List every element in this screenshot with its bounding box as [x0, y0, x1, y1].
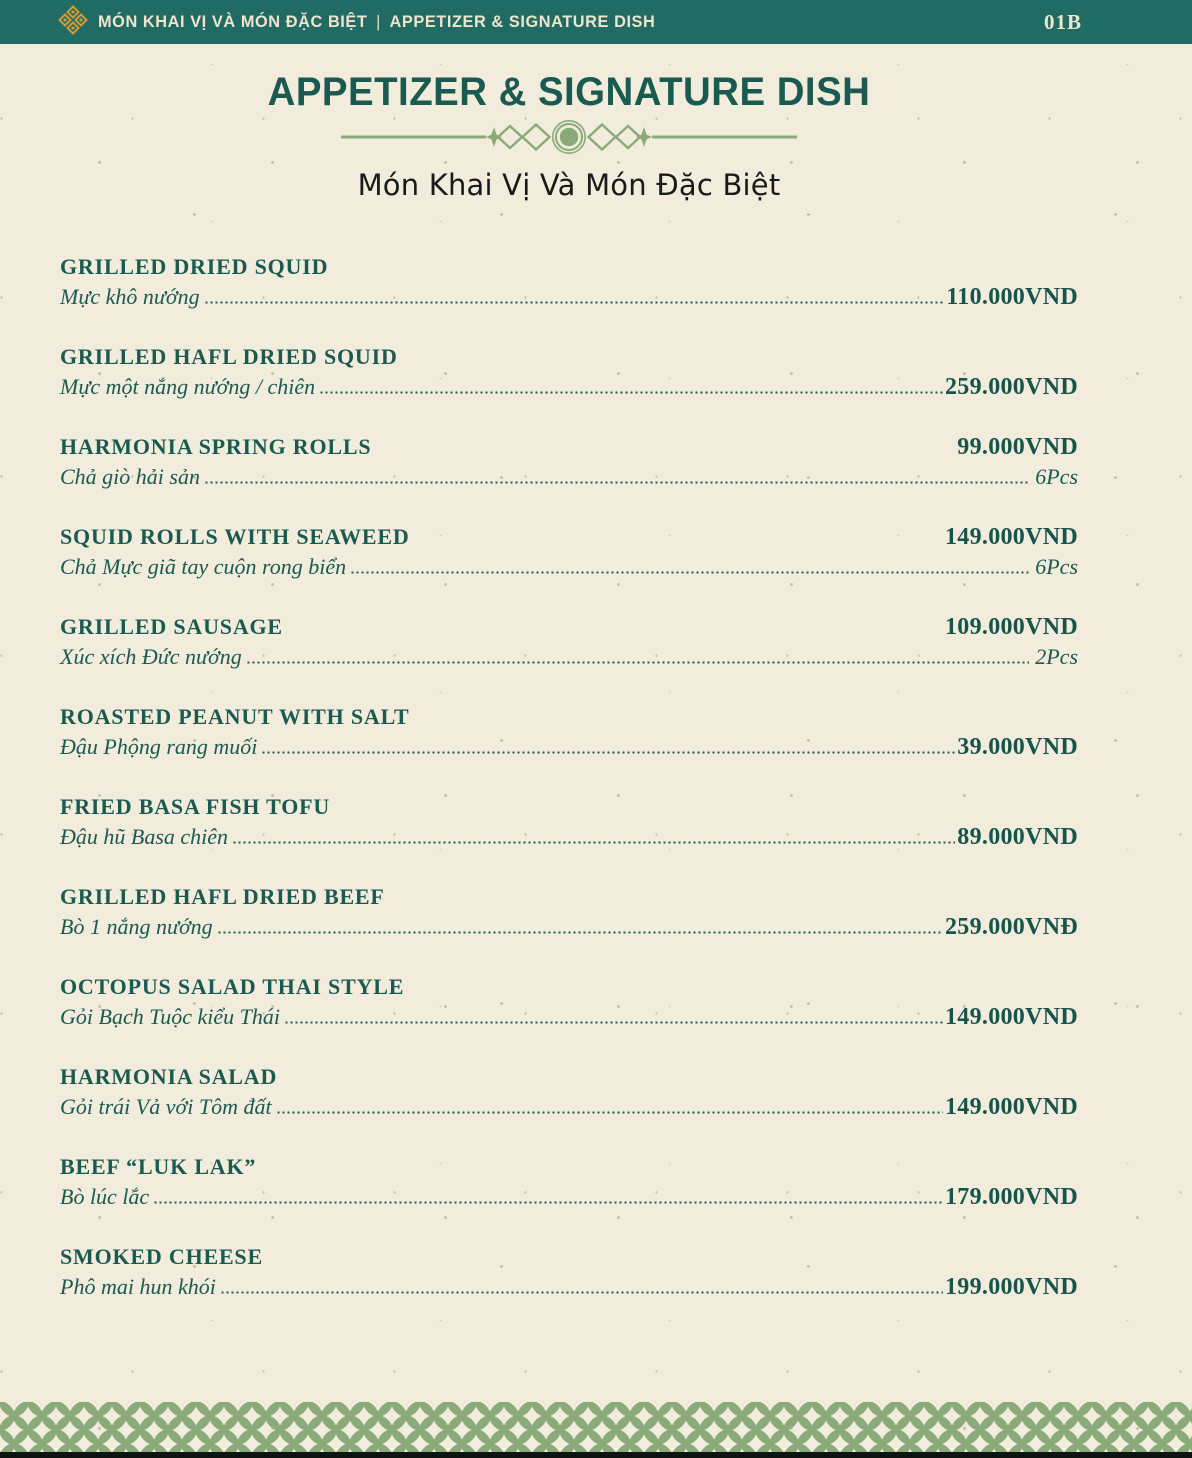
menu-item-name-row	[60, 614, 1078, 640]
menu-item-detail-row	[60, 1183, 1078, 1211]
item-name: BEEF “LUK LAK”	[60, 1154, 257, 1179]
item-price: 199.000VND	[945, 1274, 1078, 1300]
menu-item-name-row	[60, 884, 1078, 910]
menu-item-detail-row	[60, 913, 1078, 941]
page-header	[0, 0, 1192, 44]
page-title: APPETIZER & SIGNATURE DISH	[267, 70, 871, 114]
item-name: GRILLED SAUSAGE	[60, 614, 283, 639]
item-price: 259.000VNĐ	[945, 914, 1078, 940]
menu-item	[60, 1064, 1078, 1121]
menu-item-detail-row	[60, 1003, 1078, 1031]
footer-bar	[0, 1452, 1192, 1458]
item-name-vi: Chả Mực giã tay cuộn rong biển	[60, 554, 347, 579]
item-price: 149.000VND	[945, 1004, 1078, 1030]
header-title-vi: MÓN KHAI VỊ VÀ MÓN ĐẶC BIỆT	[98, 12, 368, 31]
dotted-leader	[319, 391, 943, 394]
menu-item	[60, 974, 1078, 1031]
item-name-vi: Xúc xích Đức nướng	[60, 644, 242, 669]
menu-item-detail-row	[60, 643, 1078, 671]
menu-item-name-row	[60, 1064, 1078, 1090]
item-price: 149.000VND	[945, 1094, 1078, 1120]
menu-item	[60, 704, 1078, 761]
item-name: GRILLED DRIED SQUID	[60, 254, 329, 279]
menu-item	[60, 254, 1078, 311]
dotted-leader	[246, 661, 1029, 664]
menu-item-detail-row	[60, 733, 1078, 761]
gold-diamond-cluster-icon	[58, 5, 88, 40]
page-content	[0, 44, 1192, 1301]
dotted-leader	[284, 1021, 943, 1024]
menu-item	[60, 344, 1078, 401]
item-name-vi: Gỏi Bạch Tuộc kiểu Thái	[60, 1004, 280, 1029]
item-price: 109.000VND	[945, 614, 1078, 640]
item-name: FRIED BASA FISH TOFU	[60, 794, 331, 819]
menu-item	[60, 1154, 1078, 1211]
item-name: SMOKED CHEESE	[60, 1244, 263, 1269]
page-footer	[0, 1402, 1192, 1458]
item-name-vi: Mực một nắng nướng / chiên	[60, 374, 316, 399]
header-title	[98, 12, 655, 32]
menu-item	[60, 1244, 1078, 1301]
item-price: 149.000VND	[945, 524, 1078, 550]
menu-item	[60, 884, 1078, 941]
page-number: 01B	[1043, 9, 1082, 34]
header-separator: |	[376, 12, 381, 31]
dotted-leader	[204, 481, 1029, 484]
item-name: GRILLED HAFL DRIED SQUID	[60, 344, 398, 369]
item-name-vi: Gỏi trái Vả với Tôm đất	[60, 1094, 272, 1119]
lattice-pattern-icon	[0, 1402, 1192, 1452]
menu-item-name-row	[60, 1244, 1078, 1270]
menu-item-name-row	[60, 344, 1078, 370]
item-name-vi: Đậu Phộng rang muối	[60, 734, 258, 759]
menu-item-detail-row	[60, 823, 1078, 851]
item-name-vi: Bò lúc lắc	[60, 1184, 150, 1209]
item-quantity: 6Pcs	[1035, 554, 1078, 579]
menu-item-detail-row	[60, 373, 1078, 401]
item-price: 110.000VND	[946, 284, 1078, 310]
item-name-vi: Chả giò hải sản	[60, 464, 200, 489]
item-price: 89.000VND	[957, 824, 1078, 850]
item-price: 259.000VND	[945, 374, 1078, 400]
menu-list	[60, 254, 1078, 1301]
dotted-leader	[220, 1291, 943, 1294]
item-name-vi: Mực khô nướng	[60, 284, 200, 309]
dotted-leader	[350, 571, 1029, 574]
menu-item	[60, 434, 1078, 491]
header-left	[58, 5, 679, 40]
divider-ornament	[60, 119, 1078, 160]
item-name-vi: Bò 1 nắng nướng	[60, 914, 213, 939]
menu-item-detail-row	[60, 553, 1078, 581]
dotted-leader	[204, 301, 945, 304]
menu-item-name-row	[60, 1154, 1078, 1180]
item-price: 99.000VND	[957, 434, 1078, 460]
item-name: SQUID ROLLS WITH SEAWEED	[60, 524, 410, 549]
item-quantity: 2Pcs	[1035, 644, 1078, 669]
menu-item-name-row	[60, 254, 1078, 280]
item-name-vi: Phô mai hun khói	[60, 1274, 216, 1299]
menu-item-detail-row	[60, 1093, 1078, 1121]
item-name: OCTOPUS SALAD THAI STYLE	[60, 974, 405, 999]
header-title-en: APPETIZER & SIGNATURE DISH	[389, 12, 656, 31]
menu-item-name-row	[60, 974, 1078, 1000]
item-quantity: 6Pcs	[1035, 464, 1078, 489]
page-subtitle: Món Khai Vị Và Món Đặc Biệt	[357, 168, 781, 202]
menu-item-name-row	[60, 434, 1078, 460]
diamond-medallion-rule-icon	[339, 119, 799, 155]
item-price: 39.000VND	[957, 734, 1078, 760]
item-name: ROASTED PEANUT WITH SALT	[60, 704, 410, 729]
dotted-leader	[217, 931, 943, 934]
item-price: 179.000VND	[945, 1184, 1078, 1210]
menu-item-detail-row	[60, 283, 1078, 311]
dotted-leader	[276, 1111, 943, 1114]
menu-item	[60, 524, 1078, 581]
menu-item-name-row	[60, 704, 1078, 730]
menu-item	[60, 614, 1078, 671]
dotted-leader	[153, 1201, 943, 1204]
menu-item-name-row	[60, 524, 1078, 550]
menu-item-detail-row	[60, 463, 1078, 491]
item-name: HARMONIA SALAD	[60, 1064, 278, 1089]
item-name-vi: Đậu hũ Basa chiên	[60, 824, 229, 849]
menu-item	[60, 794, 1078, 851]
item-name: HARMONIA SPRING ROLLS	[60, 434, 372, 459]
item-name: GRILLED HAFL DRIED BEEF	[60, 884, 385, 909]
dotted-leader	[232, 841, 955, 844]
menu-item-detail-row	[60, 1273, 1078, 1301]
dotted-leader	[261, 751, 955, 754]
menu-item-name-row	[60, 794, 1078, 820]
